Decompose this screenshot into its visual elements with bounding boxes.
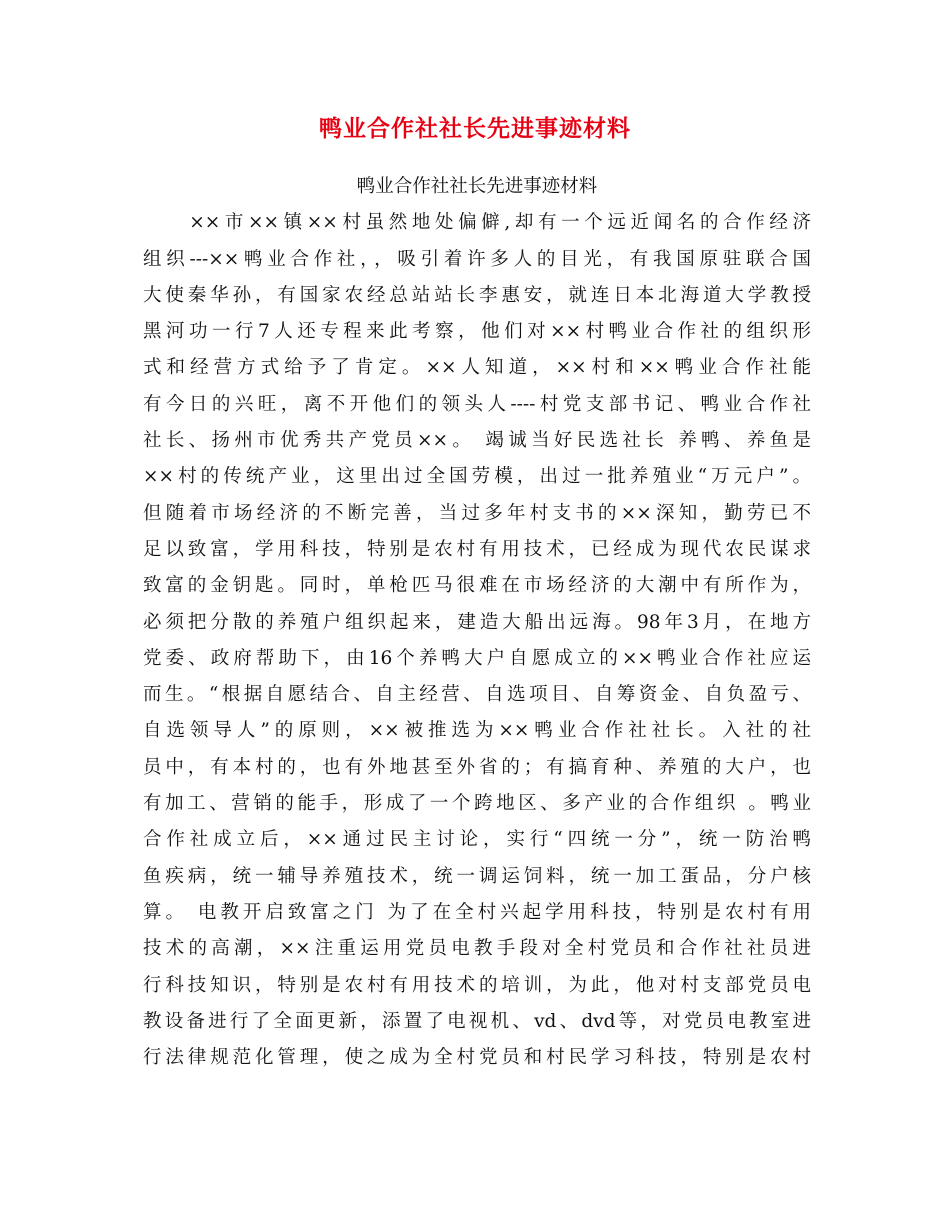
- paragraph-line: 鱼疾病，统一辅导养殖技术，统一调运饲料，统一加工蛋品，分户核: [143, 865, 811, 887]
- paragraph-line: 有加工、营销的能手，形成了一个跨地区、多产业的合作组织 。鸭业: [143, 793, 811, 815]
- paragraph-line: 必须把分散的养殖户组织起来，建造大船出远海。98年3月，在地方: [143, 611, 811, 633]
- paragraph-line: 而生。“根据自愿结合、自主经营、自选项目、自筹资金、自负盈亏、: [143, 684, 811, 706]
- document-body: [143, 169, 811, 1076]
- paragraph-line: 自选领导人”的原则，××被推选为××鸭业合作社社长。入社的社: [143, 720, 811, 742]
- paragraph-line: 行法律规范化管理，使之成为全村党员和村民学习科技，特别是农村: [143, 1047, 811, 1069]
- paragraph-line: 教设备进行了全面更新，添置了电视机、vd、dvd等，对党员电教室进: [143, 1010, 811, 1032]
- paragraph-line: 党委、政府帮助下，由16个养鸭大户自愿成立的××鸭业合作社应运: [143, 647, 811, 669]
- paragraph-line: ××市××镇××村虽然地处偏僻,却有一个远近闻名的合作经济: [143, 212, 811, 234]
- paragraph-line: 员中，有本村的，也有外地甚至外省的；有搞育种、养殖的大户，也: [143, 756, 811, 778]
- paragraph-line: 组织---××鸭业合作社，，吸引着许多人的目光，有我国原驻联合国: [143, 248, 811, 270]
- paragraph-line: 但随着市场经济的不断完善，当过多年村支书的××深知，勤劳已不: [143, 502, 811, 524]
- paragraph-line: 有今日的兴旺，离不开他们的领头人----村党支部书记、鸭业合作社: [143, 393, 811, 415]
- document-title: 鸭业合作社社长先进事迹材料: [319, 115, 631, 142]
- paragraph-line: ××村的传统产业，这里出过全国劳模，出过一批养殖业“万元户”。: [143, 466, 811, 488]
- paragraph-line: 黑河功一行7人还专程来此考察，他们对××村鸭业合作社的组织形: [143, 321, 811, 343]
- paragraph-line: 社长、扬州市优秀共产党员××。 竭诚当好民选社长 养鸭、养鱼是: [143, 430, 811, 452]
- paragraph-line: 式和经营方式给予了肯定。××人知道，××村和××鸭业合作社能: [143, 357, 811, 379]
- paragraph-line: 合作社成立后，××通过民主讨论，实行“四统一分”，统一防治鸭: [143, 829, 811, 851]
- paragraph-line: 行科技知识，特别是农村有用技术的培训，为此，他对村支部党员电: [143, 974, 811, 996]
- paragraph-line: 技术的高潮，××注重运用党员电教手段对全村党员和合作社社员进: [143, 938, 811, 960]
- paragraph-line: 算。 电教开启致富之门 为了在全村兴起学用科技，特别是农村有用: [143, 901, 811, 923]
- document-subtitle: 鸭业合作社社长先进事迹材料: [356, 176, 598, 197]
- paragraph-line: 致富的金钥匙。同时，单枪匹马很难在市场经济的大潮中有所作为，: [143, 575, 811, 597]
- paragraph-line: 足以致富，学用科技，特别是农村有用技术，已经成为现代农民谋求: [143, 538, 811, 560]
- paragraph-line: 大使秦华孙，有国家农经总站站长李惠安，就连日本北海道大学教授: [143, 284, 811, 306]
